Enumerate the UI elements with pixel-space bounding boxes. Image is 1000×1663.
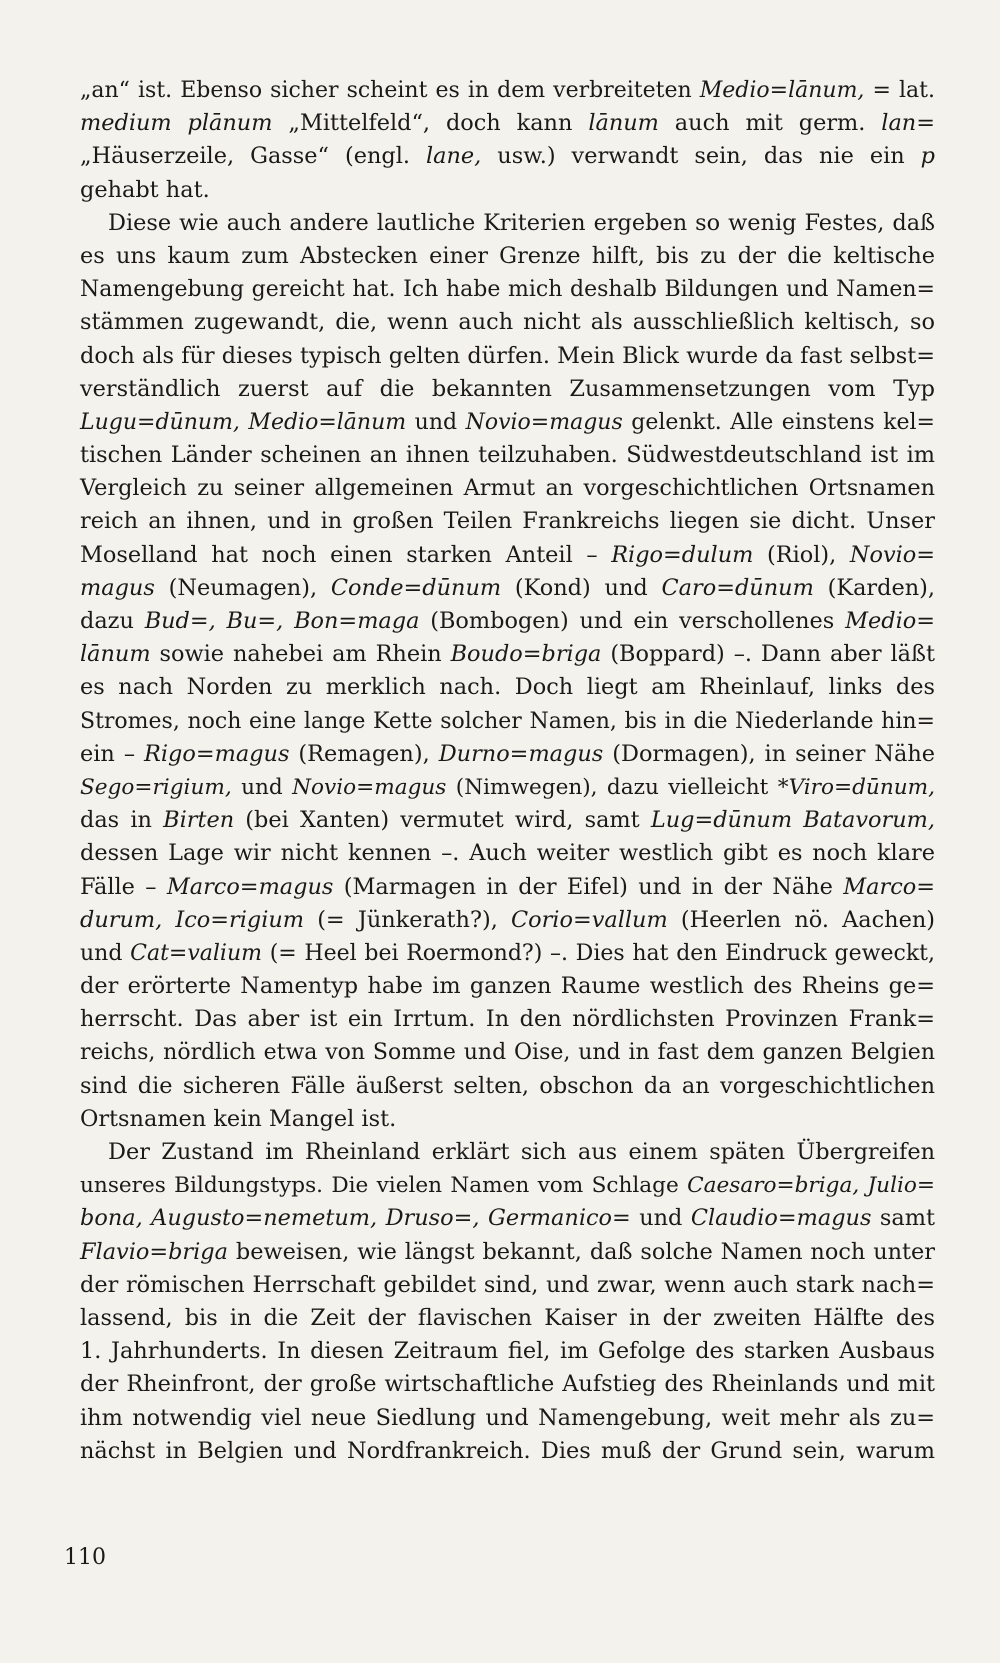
italic-term: Durno=magus xyxy=(438,740,604,767)
text-segment: dessen Lage wir nicht kennen –. Auch weiter westlich gibt es noch klare xyxy=(80,840,935,867)
italic-term: Rigo=dulum xyxy=(611,541,754,568)
text-line xyxy=(80,273,935,306)
text-line xyxy=(80,1368,935,1401)
text-line xyxy=(80,373,935,406)
italic-term: Medio= xyxy=(845,608,935,634)
italic-term: Medio=lānum, xyxy=(699,78,865,103)
text-line xyxy=(80,306,935,339)
italic-term: Lugu=dūnum, Medio=lānum xyxy=(80,409,407,435)
text-segment: Moselland hat noch einen starken Anteil – xyxy=(80,541,612,568)
text-line xyxy=(80,240,935,273)
text-segment: der erörterte Namentyp habe im ganzen Raume westlich des Rheins ge= xyxy=(80,973,935,1000)
text-segment: Ortsnamen kein Mangel ist. xyxy=(80,1105,397,1132)
text-segment: „Mittelfeld“, doch kann xyxy=(272,110,589,137)
text-line xyxy=(80,1036,935,1069)
text-line xyxy=(80,837,935,870)
text-line xyxy=(80,572,935,605)
text-line xyxy=(80,671,935,704)
text-segment: unseres Bildungstyps. Die vielen Namen vom Schlage xyxy=(80,1173,688,1199)
text-segment: verständlich zuerst auf die bekannten Zusammensetzungen vom Typ xyxy=(80,375,935,402)
text-segment: und xyxy=(406,409,466,435)
italic-term: magus xyxy=(80,574,155,601)
text-segment: (Heerlen nö. Aachen) xyxy=(667,906,935,933)
text-segment: sind die sicheren Fälle äußerst selten, obschon da an vorgeschichtlichen xyxy=(80,1072,935,1099)
text-segment: (Neumagen), xyxy=(154,574,331,601)
italic-term: Marco=magus xyxy=(166,873,334,900)
text-line xyxy=(80,74,935,107)
text-segment: ein – xyxy=(80,740,145,767)
text-segment: (Kond) und xyxy=(501,574,662,601)
italic-term: Sego=rigium, xyxy=(80,774,232,800)
text-line xyxy=(80,638,935,671)
text-line xyxy=(80,871,935,904)
text-line xyxy=(80,406,935,439)
text-segment: „Häuserzeile, Gasse“ (engl. xyxy=(80,143,426,170)
italic-term: Marco= xyxy=(843,873,935,900)
text-segment: reich an ihnen, und in großen Teilen Frankreichs liegen sie dicht. Unser xyxy=(80,508,935,535)
italic-term: Rigo=magus xyxy=(144,740,290,767)
italic-term: Birten xyxy=(163,807,235,834)
text-line xyxy=(80,1402,935,1435)
text-segment: beweisen, wie längst bekannt, daß solche Namen noch unter xyxy=(227,1238,935,1265)
italic-term: Novio=magus xyxy=(465,409,623,435)
text-segment: Fälle – xyxy=(80,873,167,900)
text-segment: Der Zustand im Rheinland erklärt sich aus einem späten Übergreifen xyxy=(108,1139,935,1165)
text-line xyxy=(80,1070,935,1103)
text-segment: reichs, nördlich etwa von Somme und Oise, und in fast dem ganzen Belgien xyxy=(80,1040,935,1066)
text-segment: (bei Xanten) vermutet wird, samt xyxy=(234,807,651,834)
italic-term: Novio= xyxy=(849,541,935,568)
text-line xyxy=(80,771,935,804)
text-line xyxy=(80,970,935,1003)
italic-term: Viro=dūnum, xyxy=(788,774,935,800)
text-line xyxy=(80,1236,935,1269)
italic-term: Caro=dūnum xyxy=(661,574,814,601)
text-line xyxy=(80,1302,935,1335)
text-segment: (= Heel bei Roermond?) –. Dies hat den Eindruck geweckt, xyxy=(262,940,935,966)
text-line xyxy=(80,140,935,173)
text-segment: und xyxy=(630,1205,691,1232)
text-segment: (Karden), xyxy=(813,574,935,601)
text-segment: (= Jünkerath?), xyxy=(304,906,511,933)
text-segment: „an“ ist. Ebenso sicher scheint es in dem verbreiteten xyxy=(80,78,700,103)
text-segment: dazu xyxy=(80,608,145,634)
text-segment: = lat. xyxy=(864,78,935,103)
text-segment: lassend, bis in die Zeit der flavischen Kaiser in der zweiten Hälfte des xyxy=(80,1304,935,1331)
text-segment: samt xyxy=(871,1205,935,1232)
text-segment: doch als für dieses typisch gelten dürfen. Mein Blick wurde da fast selbst= xyxy=(80,342,935,369)
text-line xyxy=(80,705,935,738)
text-segment: Vergleich zu seiner allgemeinen Armut an vorgeschichtlichen Ortsnamen xyxy=(80,475,935,502)
text-line xyxy=(80,439,935,472)
text-line xyxy=(80,605,935,638)
text-line xyxy=(80,738,935,771)
italic-term: medium plānum xyxy=(80,110,273,137)
text-line xyxy=(80,1335,935,1368)
text-segment: gehabt hat. xyxy=(80,176,210,203)
text-segment: usw.) verwandt sein, das nie ein xyxy=(481,143,921,170)
text-line xyxy=(80,1269,935,1302)
page-number: 110 xyxy=(64,1545,106,1570)
text-line xyxy=(80,1103,935,1136)
italic-term: durum, Ico=rigium xyxy=(80,906,305,933)
text-segment: es nach Norden zu merklich nach. Doch liegt am Rheinlauf, links des xyxy=(80,674,935,701)
italic-term: Cat=valium xyxy=(130,940,262,966)
text-segment: (Boppard) –. Dann aber läßt xyxy=(601,641,935,668)
text-segment: Namengebung gereicht hat. Ich habe mich deshalb Bildungen und Namen= xyxy=(80,277,935,303)
italic-term: bona, Augusto=nemetum, Druso=, Germanico= xyxy=(80,1205,631,1232)
italic-term: Bud=, Bu=, Bon=maga xyxy=(144,608,420,634)
italic-term: p xyxy=(920,143,935,170)
italic-term: lānum xyxy=(588,110,659,137)
text-segment: (Marmagen in der Eifel) und in der Nähe xyxy=(333,873,844,900)
text-segment: es uns kaum zum Abstecken einer Grenze hilft, bis zu der die keltische xyxy=(80,242,935,269)
text-segment: und xyxy=(80,940,131,966)
text-line xyxy=(80,904,935,937)
text-line xyxy=(80,472,935,505)
text-segment: herrscht. Das aber ist ein Irrtum. In den nördlichsten Provinzen Frank= xyxy=(80,1006,935,1033)
text-segment: (Remagen), xyxy=(289,740,439,767)
text-line xyxy=(80,174,935,207)
italic-term: lan= xyxy=(881,110,935,137)
text-segment: nächst in Belgien und Nordfrankreich. Dies muß der Grund sein, warum xyxy=(80,1437,935,1464)
text-line xyxy=(80,505,935,538)
text-segment: Stromes, noch eine lange Kette solcher Namen, bis in die Niederlande hin= xyxy=(80,708,935,734)
text-segment: ihm notwendig viel neue Siedlung und Namengebung, weit mehr als zu= xyxy=(80,1404,935,1431)
italic-term: Novio=magus xyxy=(292,774,447,800)
text-segment: Diese wie auch andere lautliche Kriterien ergeben so wenig Festes, daß xyxy=(108,209,935,236)
text-line xyxy=(80,1202,935,1235)
italic-term: Claudio=magus xyxy=(690,1205,872,1232)
text-segment: (Bombogen) und ein verschollenes xyxy=(419,608,846,634)
text-segment: der Rheinfront, der große wirtschaftliche Aufstieg des Rheinlands und mit xyxy=(80,1371,935,1398)
italic-term: lane, xyxy=(425,143,482,170)
italic-term: Conde=dūnum xyxy=(330,574,502,601)
text-segment: und xyxy=(231,774,293,800)
text-line xyxy=(80,207,935,240)
italic-term: Corio=vallum xyxy=(510,906,668,933)
text-line xyxy=(80,1435,935,1468)
italic-term: lānum xyxy=(80,641,151,668)
italic-term: Flavio=briga xyxy=(80,1238,228,1265)
text-line xyxy=(80,340,935,373)
text-segment: sowie nahebei am Rhein xyxy=(150,641,451,668)
text-segment: tischen Länder scheinen an ihnen teilzuhaben. Südwestdeutschland ist im xyxy=(80,442,935,469)
text-segment: (Riol), xyxy=(753,541,850,568)
text-line xyxy=(80,107,935,140)
text-segment: (Dormagen), in seiner Nähe xyxy=(603,740,935,767)
italic-term: Boudo=briga xyxy=(450,641,602,668)
text-line xyxy=(80,1136,935,1169)
text-line xyxy=(80,1169,935,1202)
text-segment: 1. Jahrhunderts. In diesen Zeitraum fiel, im Gefolge des starken Ausbaus xyxy=(80,1338,935,1365)
text-segment: auch mit germ. xyxy=(658,110,882,137)
text-segment: der römischen Herrschaft gebildet sind, und zwar, wenn auch stark nach= xyxy=(80,1271,935,1298)
text-line xyxy=(80,539,935,572)
text-line xyxy=(80,937,935,970)
text-line xyxy=(80,804,935,837)
text-segment: (Nimwegen), dazu vielleicht * xyxy=(446,774,789,800)
text-line xyxy=(80,1003,935,1036)
text-segment: das in xyxy=(80,807,164,834)
body-text xyxy=(80,74,935,1468)
italic-term: Caesaro=briga, Julio= xyxy=(687,1173,935,1199)
italic-term: Lug=dūnum Batavorum, xyxy=(650,807,935,834)
text-segment: stämmen zugewandt, die, wenn auch nicht als ausschließlich keltisch, so xyxy=(80,309,935,336)
text-segment: gelenkt. Alle einstens kel= xyxy=(622,409,935,435)
